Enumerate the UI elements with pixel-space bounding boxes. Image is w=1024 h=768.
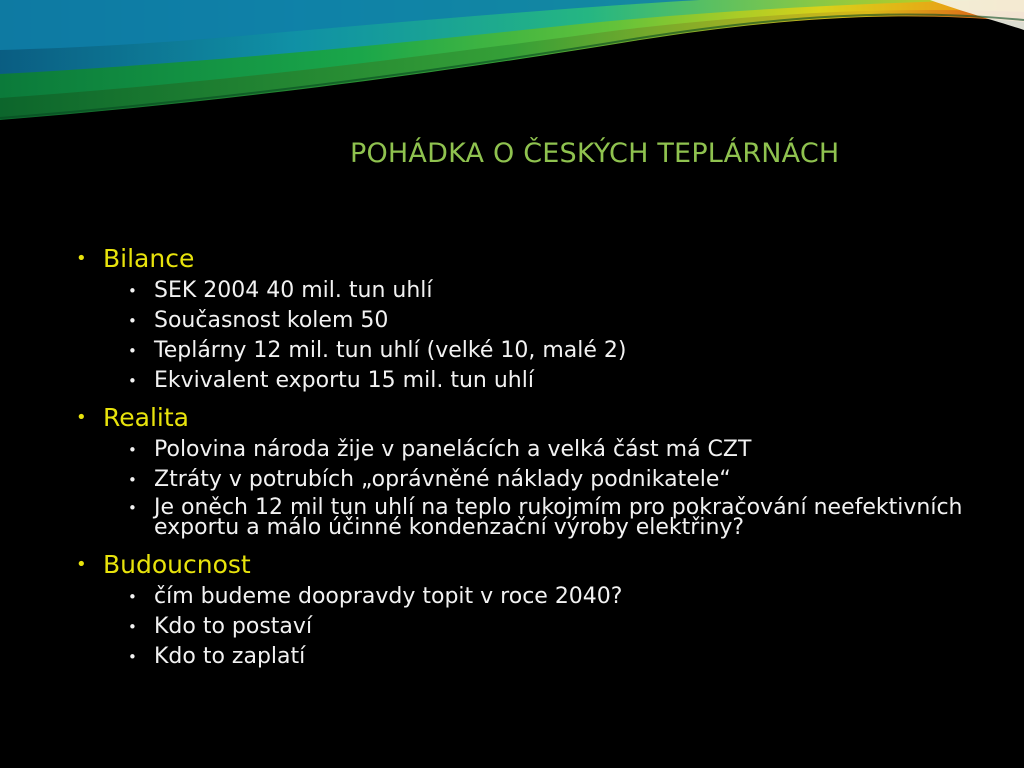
list-item: • Ztráty v potrubích „oprávněné náklady podnikatele“ <box>76 465 956 495</box>
section-heading-bilance: • Bilance <box>76 244 195 273</box>
bullet-list <box>76 243 963 672</box>
slide-title: POHÁDKA O ČESKÝCH TEPLÁRNÁCH <box>350 138 840 169</box>
bullet-icon: • <box>128 312 137 330</box>
list-item: • Současnost kolem 50 <box>76 306 956 336</box>
list-item: • Kdo to zaplatí <box>76 642 956 672</box>
bullet-icon: • <box>128 499 137 517</box>
section-heading-budoucnost: • Budoucnost <box>76 550 251 579</box>
bullet-icon: • <box>128 372 137 390</box>
section-heading-realita: • Realita <box>76 403 189 432</box>
bullet-icon: • <box>128 342 137 360</box>
bullet-icon: • <box>128 648 137 666</box>
bullet-icon: • <box>76 554 87 575</box>
list-item: • Ekvivalent exportu 15 mil. tun uhlí <box>76 366 956 396</box>
list-item: • SEK 2004 40 mil. tun uhlí <box>76 276 956 306</box>
bullet-icon: • <box>128 282 137 300</box>
bullet-icon: • <box>76 248 87 269</box>
bullet-icon: • <box>128 618 137 636</box>
list-item: • čím budeme doopravdy topit v roce 2040? <box>76 582 956 612</box>
bullet-icon: • <box>76 407 87 428</box>
bullet-icon: • <box>128 588 137 606</box>
decorative-wave-banner <box>0 0 1024 130</box>
list-item: • Je oněch 12 mil tun uhlí na teplo rukojmím pro pokračování neefektivních exportu a málo účinné kondenzační výroby elektřiny? <box>128 495 963 540</box>
list-item: • Teplárny 12 mil. tun uhlí (velké 10, malé 2) <box>76 336 956 366</box>
bullet-icon: • <box>128 471 137 489</box>
bullet-icon: • <box>128 441 137 459</box>
list-item: • Kdo to postaví <box>76 612 956 642</box>
list-item: • Polovina národa žije v panelácích a velká část má CZT <box>76 435 956 465</box>
